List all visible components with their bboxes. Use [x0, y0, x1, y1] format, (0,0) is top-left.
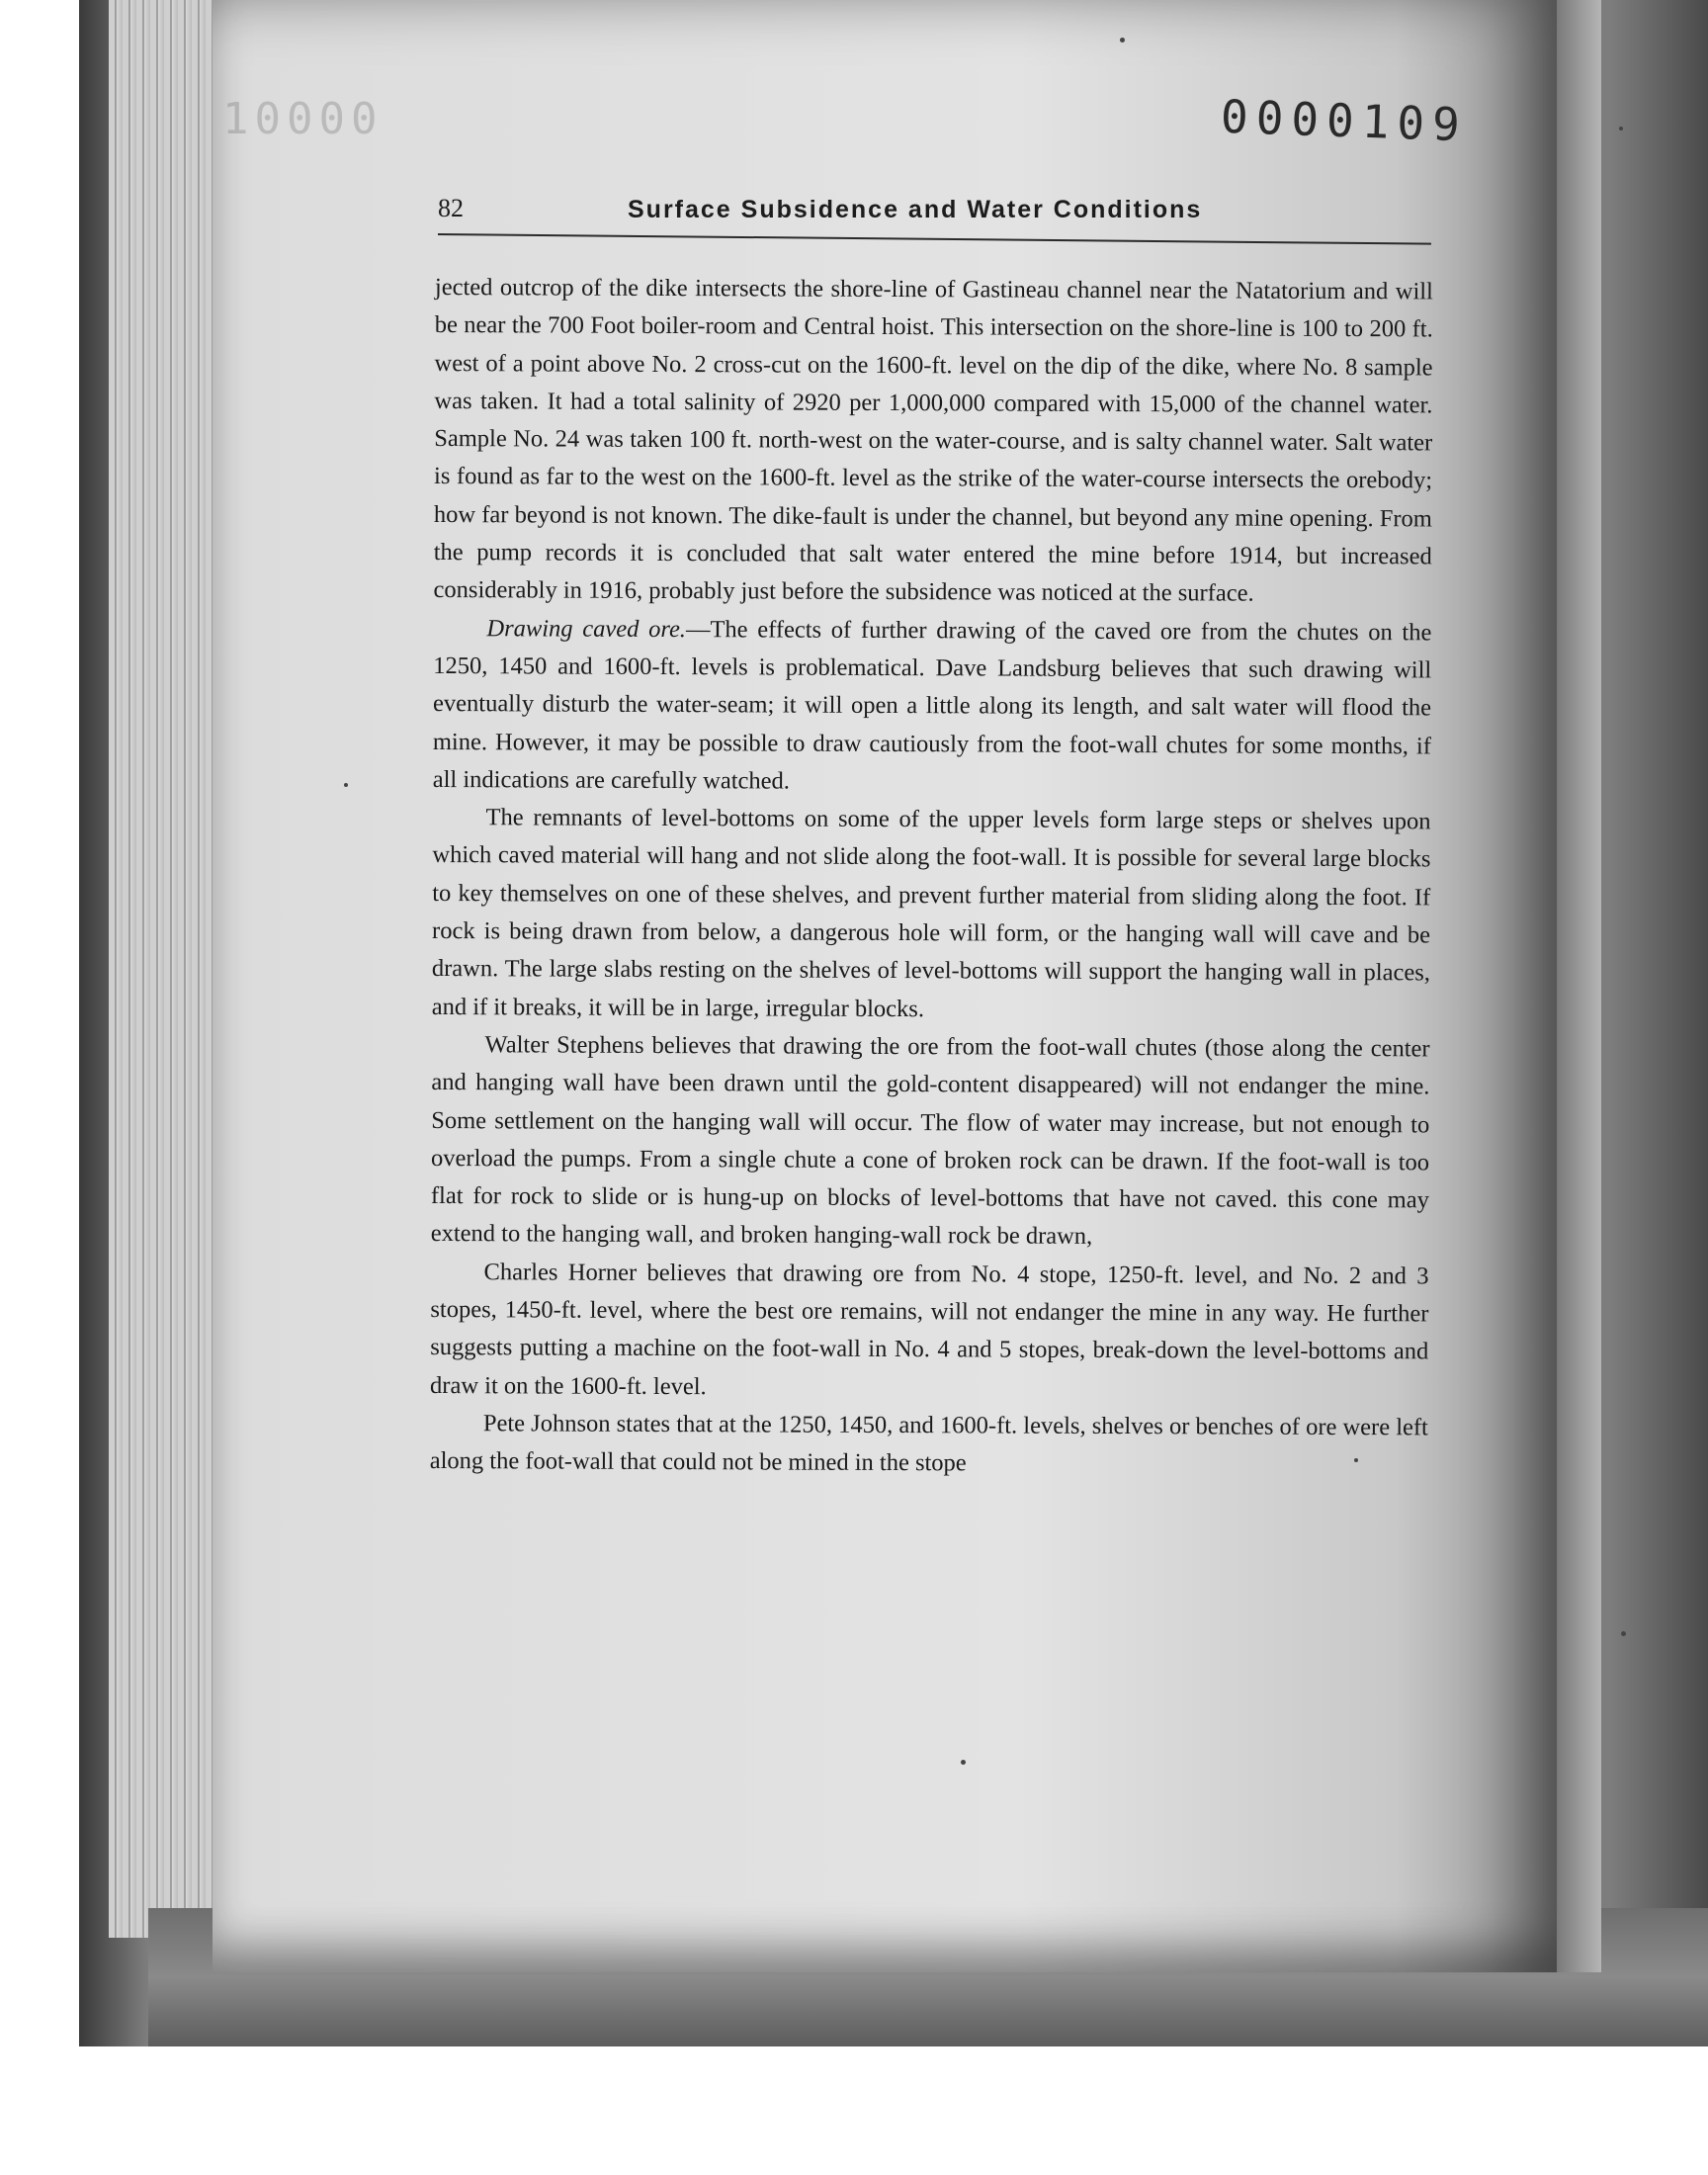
paragraph-4 [431, 1026, 1430, 1258]
running-title: Surface Subsidence and Water Conditions [628, 196, 1203, 223]
paragraph-1-text: jected outcrop of the dike intersects the shore-line of Gastineau channel near the Natatorium and will be near the 700 Foot boiler-room and Central hoist. This intersection on the shore-line is 100 to 200 ft. west of a point above No. 2 cross-cut on the 1600-ft. level on the dip of the dike, where No. 8 sample was taken. It had a total salinity of 2920 per 1,000,000 compared with 15,000 of the channel water. Sample No. 24 was taken 100 ft. north-west on the water-course, and is salty channel water. Salt water is found as far to the west on the 1600-ft. level as the strike of the water-course intersects the orebody; how far beyond is not known. The dike-fault is under the channel, but beyond any mine opening. From the pump records it is concluded that salt water entered the mine before 1914, but increased considerably in 1916, probably just before the subsidence was noticed at the surface. [433, 273, 1433, 607]
paragraph-5-text: Charles Horner believes that drawing ore from No. 4 stope, 1250-ft. level, and No. 2 and 3 stopes, 1450-ft. level, where the best ore remains, will not endanger the mine in any way. He further suggests putting a machine on the foot-wall in No. 4 and 5 stopes, break-down the level-bottoms and draw it on the 1600-ft. level. [430, 1258, 1429, 1400]
paragraph-4-text: Walter Stephens believes that drawing the ore from the foot-wall chutes (those along the center and hanging wall have been drawn until the gold-content disappeared) will not endanger the mine. Some settlement on the hanging wall will occur. The flow of water may increase, but not enough to overload the pumps. From a single chute a cone of broken rock can be drawn. If the foot-wall is too flat for rock to slide or is hung-up on blocks of level-bottoms that have not caved. this cone may extend to the hanging wall, and broken hanging-wall rock be drawn, [430, 1031, 1430, 1251]
dust-speck [961, 1760, 966, 1765]
page-gutter [1557, 0, 1601, 1972]
page-number: 82 [438, 194, 464, 222]
paragraph-3 [432, 799, 1431, 1030]
paragraph-2 [433, 610, 1432, 804]
paragraph-6 [430, 1405, 1428, 1485]
ghost-page-stamp: 10000 [222, 94, 384, 144]
paragraph-2-text: —The effects of further drawing of the caved ore from the chutes on the 1250, 1450 and 1600-ft. levels is problematical. Dave Landsburg believes that such drawing will eventually disturb the water-seam; it will open a little along its length, and salt water will flood the mine. However, it may be possible to draw cautiously from the foot-wall chutes for some months, if all indications are carefully watched. [432, 615, 1432, 795]
dust-speck [344, 783, 348, 787]
paragraph-1 [433, 269, 1432, 614]
page-id-stamp: 0000109 [1220, 89, 1469, 152]
paragraph-3-text: The remnants of level-bottoms on some of the upper levels form large steps or shelves upon which caved material will hang and not slide along the foot-wall. It is possible for several large blocks to key themselves on one of these shelves, and prevent further material from sliding along the foot. If rock is being drawn from below, a dangerous hole will form, or the hanging wall will cave and be drawn. The large slabs resting on the shelves of level-bottoms will support the hanging wall in places, and if it breaks, it will be in large, irregular blocks. [431, 804, 1431, 1022]
body-text [430, 269, 1433, 1485]
dust-speck [1120, 38, 1125, 43]
paragraph-2-lead: Drawing caved ore. [486, 614, 687, 643]
dust-speck [1354, 1458, 1358, 1462]
paragraph-6-text: Pete Johnson states that at the 1250, 1450, and 1600-ft. levels, shelves or benches of ore were left along the foot-wall that could not be mined in the stope [429, 1410, 1428, 1477]
dust-speck [1619, 127, 1623, 130]
dust-speck [1621, 1631, 1626, 1636]
paragraph-5 [430, 1254, 1429, 1410]
page-header [438, 194, 1436, 233]
book-page-edges [109, 0, 217, 1938]
